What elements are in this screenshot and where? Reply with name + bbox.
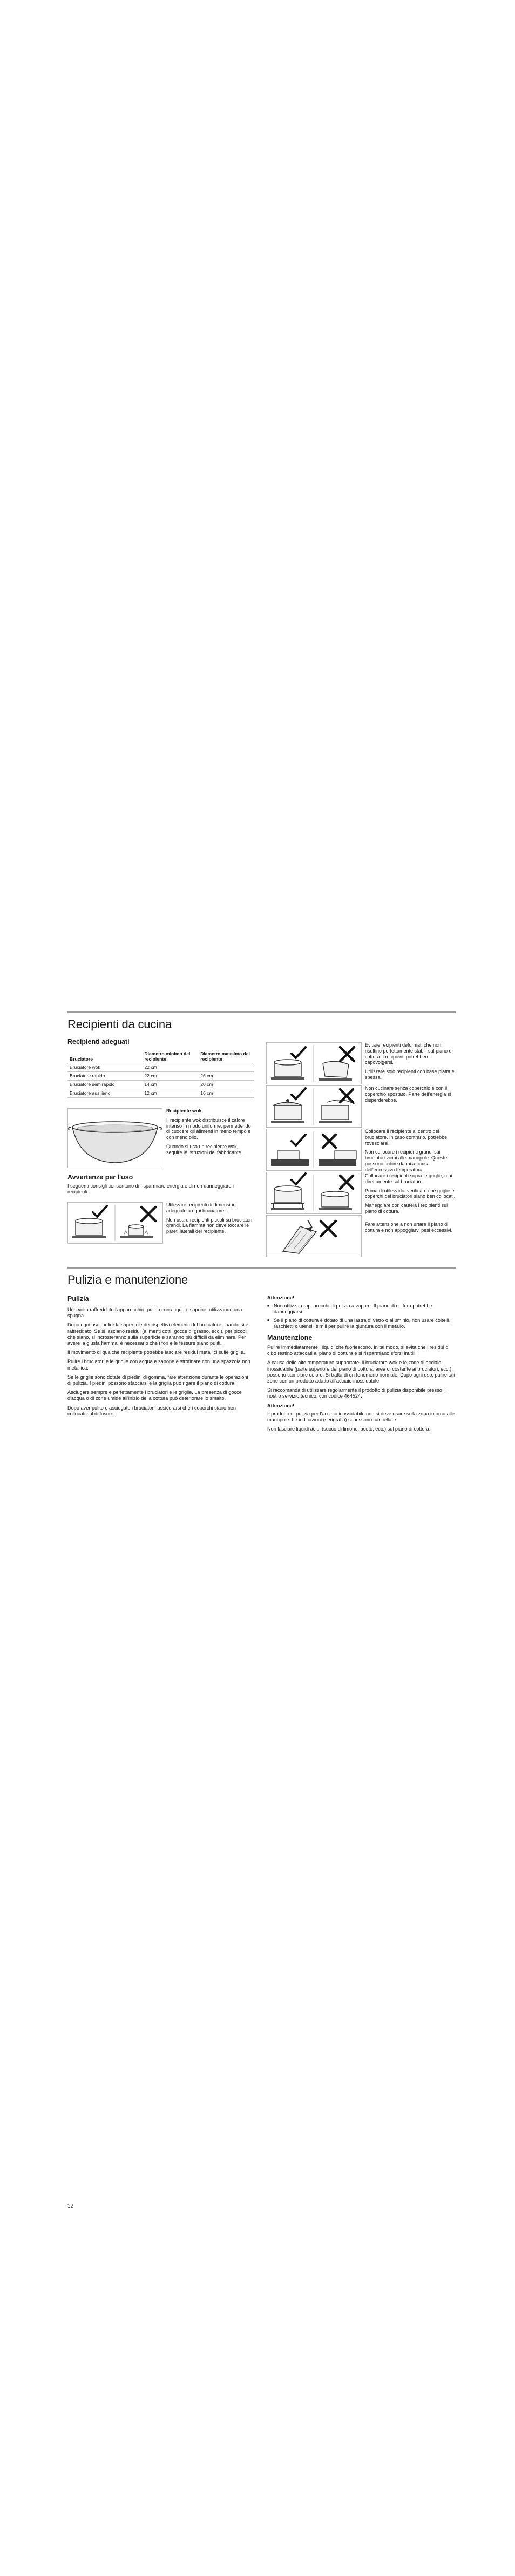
handling-illustration [266,1215,362,1257]
advice-paragraph: Non usare recipienti piccoli su bruciatori grandi. La fiamma non deve toccare le pareti laterali del recipiente. [166,1217,253,1235]
grid-pot-illustration [266,1172,362,1214]
section-rule-top [67,1011,456,1013]
handling-icon [267,1216,361,1257]
table-cell: Bruciatore rapido [67,1072,142,1081]
table-cell: 14 cm [142,1081,198,1089]
wok-paragraph: Quando si usa un recipiente wok, seguire le istruzioni del fabbricante. [166,1143,243,1155]
attention-paragraph: Il prodotto di pulizia per l'acciaio inossidabile non si deve usare sulla zona intorno alle manopole. Le indicazioni (serigrafia) si possono cancellare. [267,1411,455,1423]
section-title-recipienti: Recipienti da cucina [67,1017,172,1031]
burner-table-wrap [67,1050,254,1098]
subtitle-recipienti-adeguati: Recipienti adeguati [67,1038,130,1046]
table-cell: Bruciatore wok [67,1063,142,1072]
table-cell: Bruciatore semirapido [67,1081,142,1089]
deformed-pot-illustration [266,1042,362,1084]
table-row [67,1089,254,1098]
maintenance-paragraph: Pulire immediatamente i liquidi che fuoriescono. In tal modo, si evita che i residui di cibo restino attaccati al piano di cottura e si risparmiano sforzi inutili. [267,1345,450,1357]
tip-paragraph: Collocare il recipiente al centro del bruciatore. In caso contrario, potrebbe rovesciarsi. [365,1129,448,1146]
table-header-row [67,1050,254,1063]
list-item: ■ Se il piano di cottura è dotato di una lastra di vetro o alluminio, non usare coltelli, raschietti o utensili simili per pulire la giuntura con il metallo. [274,1318,456,1330]
table-cell [198,1063,254,1072]
tip-paragraph: Evitare recipienti deformati che non risultino perfettamente stabili sul piano di cottura. I recipienti potrebbero capovolgersi. [365,1042,453,1066]
section-rule-bottom [67,1267,456,1269]
centered-pot-illustration [266,1129,362,1171]
tip-paragraph: Prima di utilizzarlo, verificare che griglie e coperchi dei bruciatori siano ben collocati. [365,1188,456,1199]
burner-table [67,1050,254,1098]
table-cell: 12 cm [142,1089,198,1098]
table-cell: 22 cm [142,1063,198,1072]
attention-label: Attenzione! [267,1402,295,1408]
table-row [67,1063,254,1072]
tip-paragraph: Utilizzare solo recipienti con base piatta e spessa. [365,1069,455,1080]
cleaning-paragraph: Dopo ogni uso, pulire la superficie dei rispettivi elementi del bruciatore quando si è raffreddato. Se si lasciano residui (alimenti cotti, gocce di grasso, ecc.), per piccoli che siano, si incrosteranno sulla superficie e saranno più difficili da eliminare. Per avere la giusta fiamma, è necessario che i fori e le fessure siano puliti. [67,1322,249,1346]
table-header-cell: Diametro massimo del recipiente [198,1050,254,1063]
subtitle-pulizia: Pulizia [67,1295,89,1303]
advice-intro: I seguenti consigli consentono di risparmiare energia e di non danneggiare i recipienti. [67,1183,234,1195]
cleaning-paragraph: Pulire i bruciatori e le griglie con acqua e sapone e strofinare con una spazzola non metallica. [67,1359,250,1371]
advice-text-block [166,1202,255,1238]
wok-illustration [67,1108,162,1168]
page-number: 32 [67,2203,74,2209]
cleaning-paragraph: Asciugare sempre e perfettamente i bruciatori e le griglie. La presenza di gocce d'acqua o di zone umide all'inizio della cottura può deteriorare lo smalto. [67,1390,242,1401]
attention-label: Attenzione! [267,1295,295,1300]
lid-icon [267,1086,361,1127]
advice-intro-block [67,1183,254,1198]
maintenance-paragraph: Si raccomanda di utilizzare regolarmente il prodotto di pulizia disponibile presso il nostro servizio tecnico, con codice 464524. [267,1387,446,1399]
cleaning-column [67,1295,251,1420]
table-row [67,1081,254,1089]
grid-pot-icon [267,1172,361,1213]
wok-paragraph: Il recipiente wok distribuisce il calore intenso in modo uniforme, permettendo di cuocere gli alimenti in meno tempo e con meno olio. [166,1117,251,1141]
deformed-pot-icon [267,1043,361,1084]
advice-paragraph: Utilizzare recipienti di dimensioni adeguate a ogni bruciatore. [166,1202,237,1213]
tip-paragraph: Non cucinare senza coperchio e con il coperchio spostato. Parte dell'energia si disperderebbe. [365,1085,451,1103]
table-cell: 22 cm [142,1072,198,1081]
cleaning-paragraph: Il movimento di qualche recipiente potrebbe lasciare residui metallici sulle griglie. [67,1350,245,1356]
wok-icon [68,1109,162,1168]
table-header-cell: Bruciatore [67,1050,142,1063]
table-cell: 26 cm [198,1072,254,1081]
wok-text-block [166,1108,255,1159]
wok-title: Recipiente wok [166,1108,202,1114]
pot-size-illustration [67,1202,163,1244]
pot-size-icon [68,1203,162,1243]
centered-pot-icon [267,1129,361,1170]
right-text-block-4 [365,1173,456,1218]
table-cell: Bruciatore ausiliario [67,1089,142,1098]
right-text-block-3 [365,1129,456,1176]
table-cell: 16 cm [198,1089,254,1098]
tip-paragraph: Collocare i recipienti sopra le griglie, mai direttamente sul bruciatore. [365,1173,452,1184]
lid-illustration [266,1085,362,1128]
maintenance-paragraph: A causa delle alte temperature supportate, il bruciatore wok e le zone di acciaio inossidabile (parte superiore del piano di cottura, area circostante ai bruciatori, ecc.) possono cambiare colore. Si tratta di un fenomeno normale. Dopo ogni uso, pulire tali zone con un prodotto adatto all'acciaio inossidabile. [267,1360,455,1384]
list-item: ■ Non utilizzare apparecchi di pulizia a vapore. Il piano di cottura potrebbe danneggiarsi. [274,1303,456,1315]
attention-paragraph: Non lasciare liquidi acidi (succo di limone, aceto, ecc.) sul piano di cottura. [267,1426,431,1432]
subtitle-avvertenze: Avvertenze per l'uso [67,1174,133,1181]
table-header-cell: Diametro minimo del recipiente [142,1050,198,1063]
section-title-pulizia: Pulizia e manutenzione [67,1273,188,1286]
maintenance-column [267,1295,456,1435]
cleaning-paragraph: Se le griglie sono dotate di piedini di gomma, fare attenzione durante le operazioni di pulizia. I piedini possono staccarsi e la griglia può rigare il piano di cottura. [67,1374,248,1386]
table-row [67,1072,254,1081]
cleaning-paragraph: Dopo aver pulito e asciugato i bruciatori, assicurarsi che i coperchi siano ben collocati sul diffusore. [67,1405,236,1417]
tip-paragraph: Maneggiare con cautela i recipienti sul piano di cottura. [365,1203,448,1214]
subtitle-manutenzione: Manutenzione [267,1334,313,1342]
right-text-block-5 [365,1222,456,1237]
table-cell: 20 cm [198,1081,254,1089]
right-text-block-2 [365,1085,456,1106]
tip-paragraph: Non collocare i recipienti grandi sui bruciatori vicini alle manopole. Queste possono subire danni a causa dell'eccessiva temperatura. [365,1149,448,1172]
tip-paragraph: Fare attenzione a non urtare il piano di cottura e non appoggiarvi pesi eccessivi. [365,1222,453,1233]
right-text-block-1 [365,1042,456,1084]
cleaning-paragraph: Una volta raffreddato l'apparecchio, pulirlo con acqua e sapone, utilizzando una spugna. [67,1307,242,1319]
attention-list [267,1303,456,1330]
